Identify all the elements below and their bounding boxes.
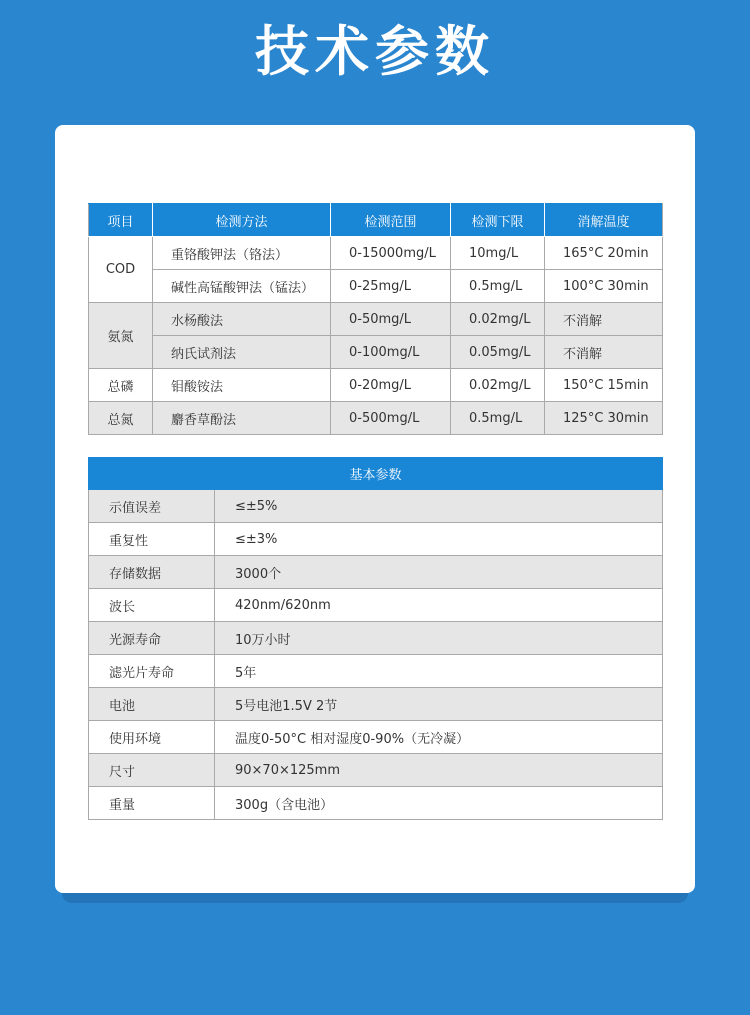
content-card: [55, 125, 695, 893]
cell-digestion: 165°C 20min: [545, 237, 663, 270]
header-method: 检测方法: [153, 204, 331, 237]
param-label: 重复性: [89, 523, 215, 556]
cell-digestion: 不消解: [545, 336, 663, 369]
table-row: [89, 556, 663, 589]
param-value: 5号电池1.5V 2节: [215, 688, 663, 721]
cell-method: 麝香草酚法: [153, 402, 331, 435]
cell-digestion: 100°C 30min: [545, 270, 663, 303]
param-label: 光源寿命: [89, 622, 215, 655]
param-value: ≤±5%: [215, 490, 663, 523]
cell-item: COD: [89, 237, 153, 303]
table-row: [89, 490, 663, 523]
table-row: [89, 270, 663, 303]
param-value: 5年: [215, 655, 663, 688]
basic-params-header: 基本参数: [89, 458, 663, 490]
basic-params-table: [88, 457, 663, 820]
param-value: 10万小时: [215, 622, 663, 655]
table-row: [89, 589, 663, 622]
table-row: [89, 369, 663, 402]
table-row: [89, 787, 663, 820]
cell-range: 0-100mg/L: [331, 336, 451, 369]
param-value: 3000个: [215, 556, 663, 589]
header-limit: 检测下限: [451, 204, 545, 237]
cell-method: 纳氏试剂法: [153, 336, 331, 369]
cell-range: 0-500mg/L: [331, 402, 451, 435]
param-value: 420nm/620nm: [215, 589, 663, 622]
header-digestion: 消解温度: [545, 204, 663, 237]
cell-limit: 0.05mg/L: [451, 336, 545, 369]
basic-params-header-row: [89, 458, 663, 490]
detection-table: [88, 203, 663, 435]
table-row: [89, 523, 663, 556]
cell-range: 0-15000mg/L: [331, 237, 451, 270]
param-value: 温度0-50°C 相对湿度0-90%（无冷凝）: [215, 721, 663, 754]
param-value: ≤±3%: [215, 523, 663, 556]
param-label: 尺寸: [89, 754, 215, 787]
cell-limit: 10mg/L: [451, 237, 545, 270]
table-header-row: [89, 204, 663, 237]
param-value: 300g（含电池）: [215, 787, 663, 820]
table-row: [89, 754, 663, 787]
cell-range: 0-20mg/L: [331, 369, 451, 402]
cell-limit: 0.02mg/L: [451, 303, 545, 336]
cell-method: 水杨酸法: [153, 303, 331, 336]
param-label: 示值误差: [89, 490, 215, 523]
table-row: [89, 237, 663, 270]
cell-item: 总磷: [89, 369, 153, 402]
table-row: [89, 303, 663, 336]
table-row: [89, 402, 663, 435]
table-row: [89, 721, 663, 754]
cell-limit: 0.5mg/L: [451, 402, 545, 435]
param-label: 存储数据: [89, 556, 215, 589]
cell-method: 碱性高锰酸钾法（锰法）: [153, 270, 331, 303]
cell-method: 重铬酸钾法（铬法）: [153, 237, 331, 270]
cell-method: 钼酸铵法: [153, 369, 331, 402]
cell-range: 0-25mg/L: [331, 270, 451, 303]
table-row: [89, 688, 663, 721]
param-value: 90×70×125mm: [215, 754, 663, 787]
table-row: [89, 336, 663, 369]
cell-limit: 0.02mg/L: [451, 369, 545, 402]
param-label: 电池: [89, 688, 215, 721]
header-item: 项目: [89, 204, 153, 237]
param-label: 重量: [89, 787, 215, 820]
cell-digestion: 不消解: [545, 303, 663, 336]
cell-digestion: 150°C 15min: [545, 369, 663, 402]
param-label: 波长: [89, 589, 215, 622]
header-range: 检测范围: [331, 204, 451, 237]
cell-limit: 0.5mg/L: [451, 270, 545, 303]
cell-item: 氨氮: [89, 303, 153, 369]
cell-range: 0-50mg/L: [331, 303, 451, 336]
cell-digestion: 125°C 30min: [545, 402, 663, 435]
table-row: [89, 655, 663, 688]
page-title: 技术参数: [255, 20, 495, 83]
cell-item: 总氮: [89, 402, 153, 435]
table-row: [89, 622, 663, 655]
param-label: 滤光片寿命: [89, 655, 215, 688]
param-label: 使用环境: [89, 721, 215, 754]
